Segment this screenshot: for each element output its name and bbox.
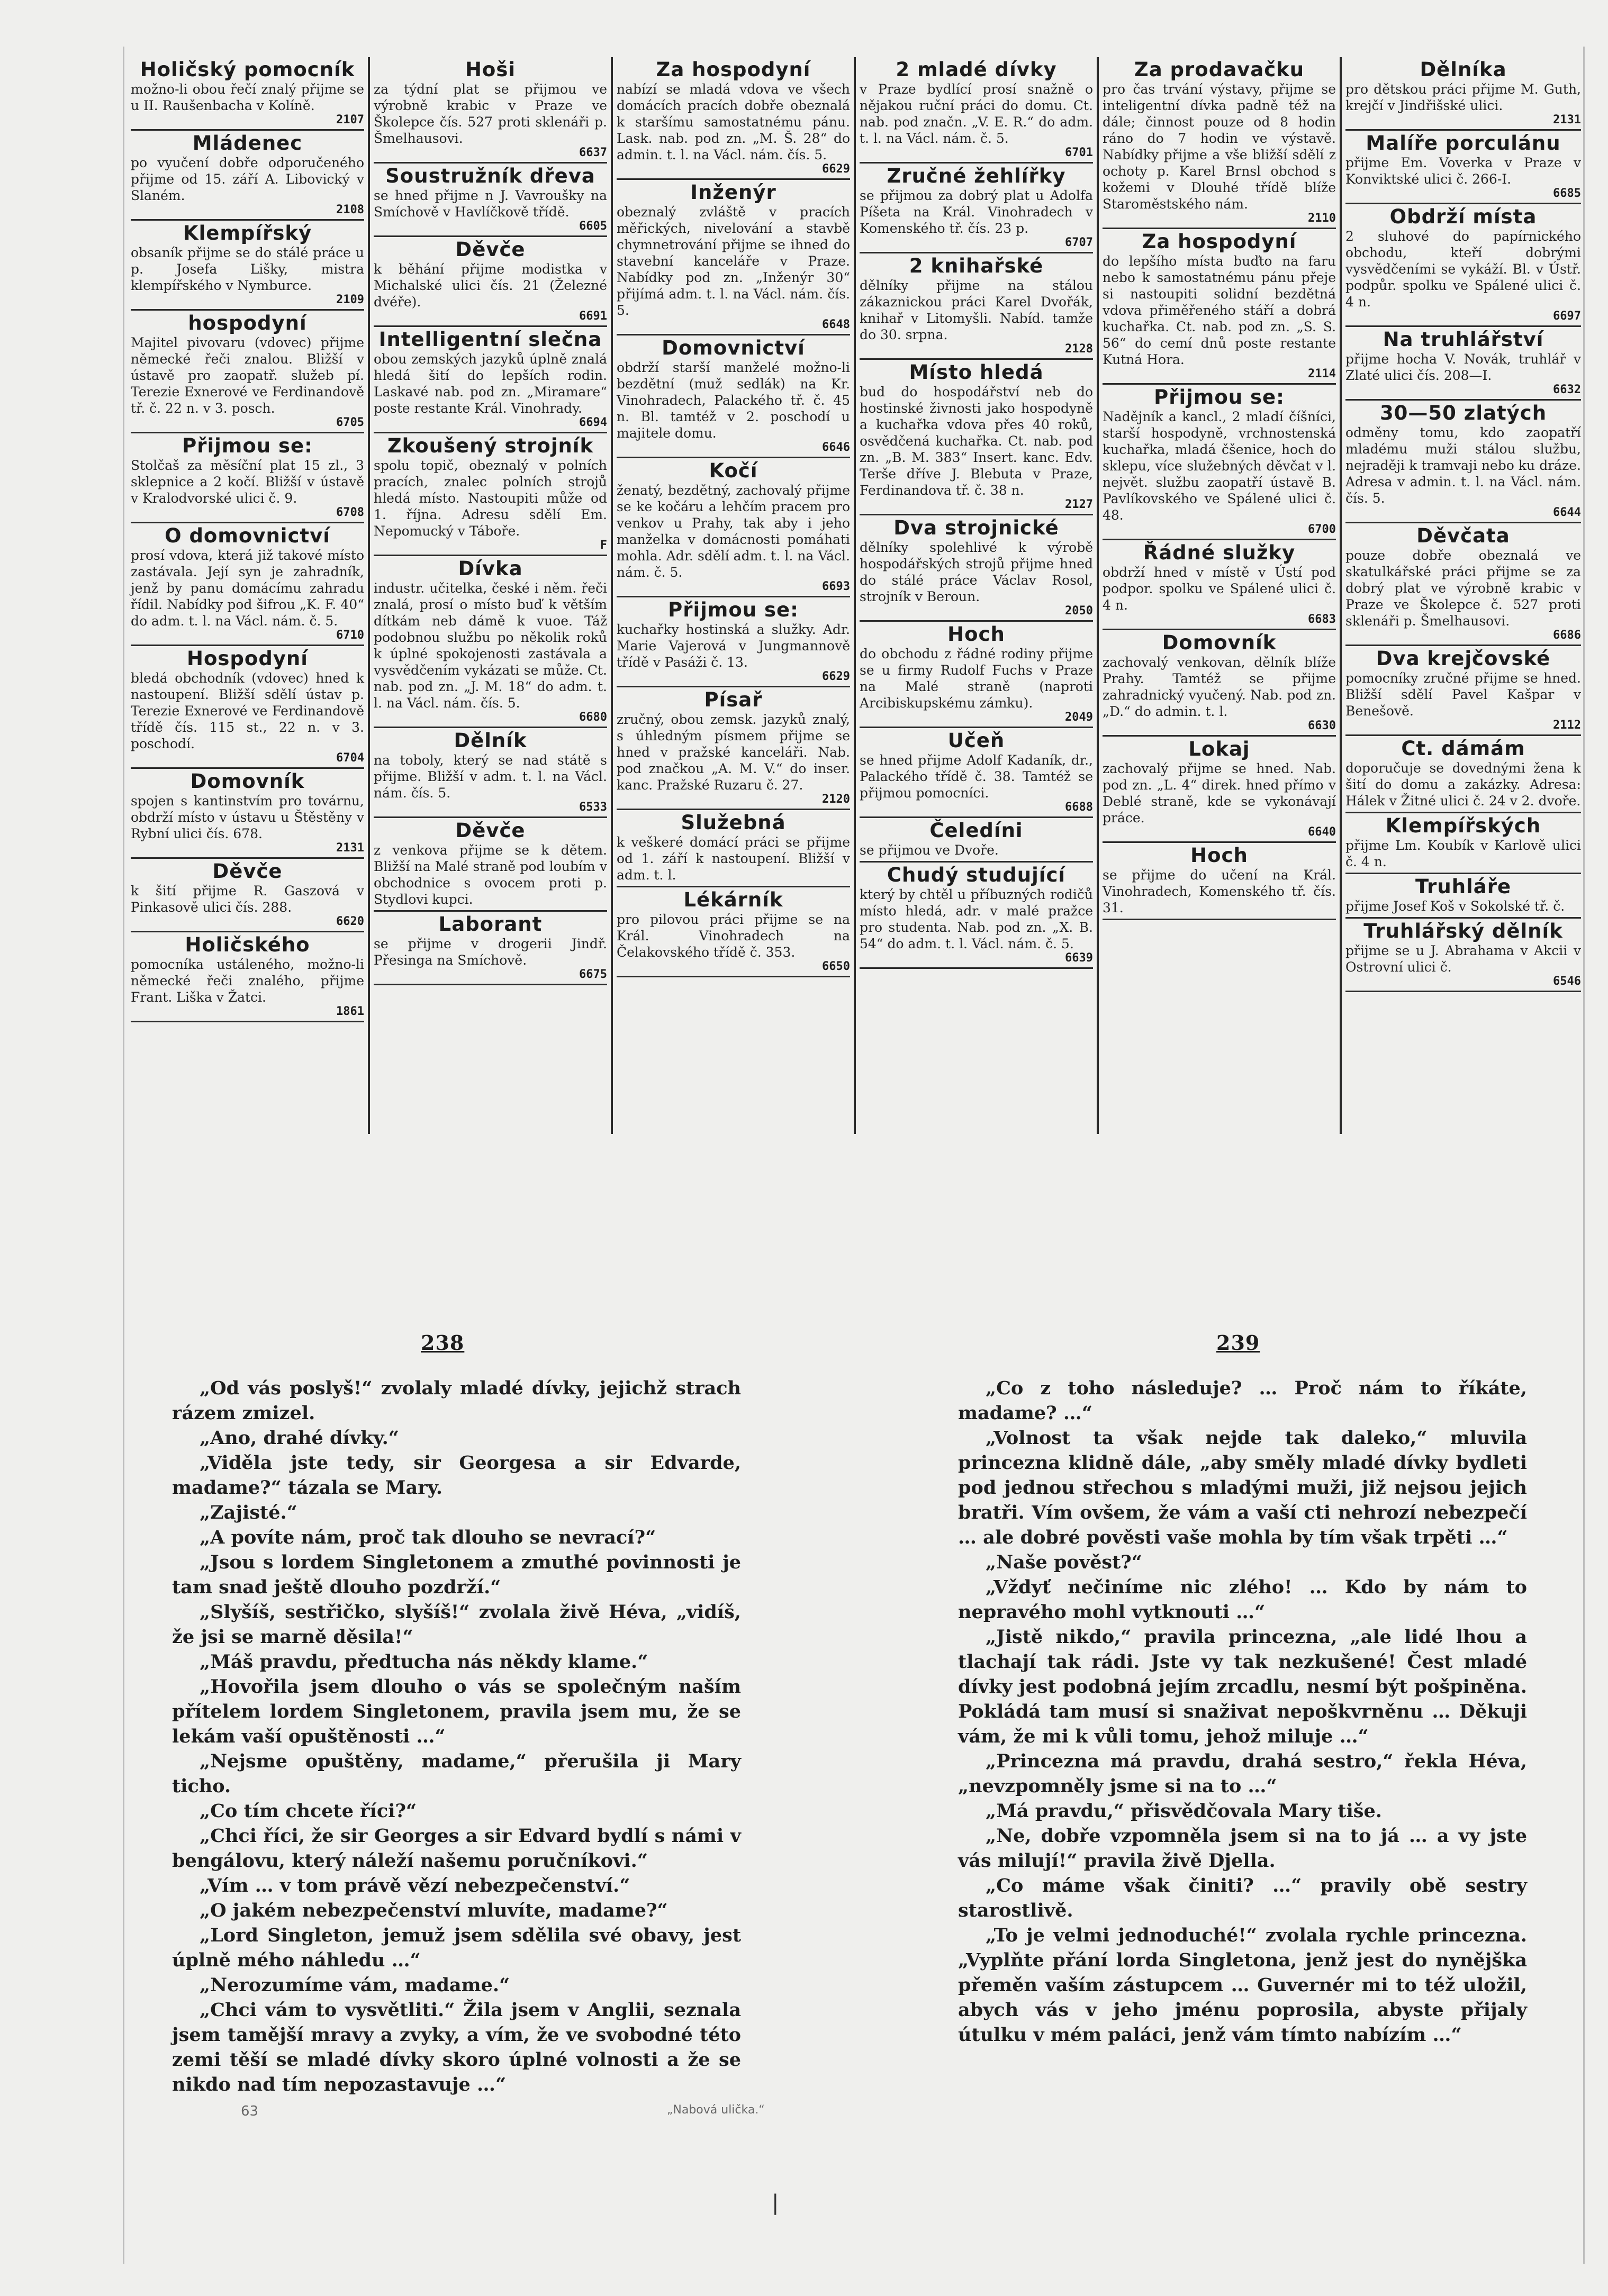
classified-ad — [1345, 919, 1581, 992]
ad-code: 6707 — [1065, 236, 1093, 249]
ad-heading: Dva strojnické — [893, 516, 1059, 539]
ad-code: 6630 — [1308, 719, 1336, 732]
ad-heading: 2 knihařské — [909, 255, 1044, 277]
classified-ad — [617, 887, 850, 977]
ad-heading: Domovnictví — [662, 337, 805, 359]
classified-ad — [1103, 630, 1336, 737]
ad-body: se hned přijme n J. Vavroušky na Smíchově v Havlíčkově třídě. — [374, 188, 607, 220]
ad-heading: Lékárník — [683, 888, 783, 911]
ad-heading: Dva krejčovské — [1376, 647, 1551, 670]
ad-heading: Přijmou se: — [1154, 386, 1285, 409]
novel-paragraph: „Vždyť nečiníme nic zlého! … Kdo by nám to nepravého mohl vytknouti …“ — [958, 1576, 1527, 1623]
classified-ad — [131, 57, 364, 131]
ad-body: pro pilovou práci přijme se na Král. Vinohradech na Čelakovského třídě č. 353. — [617, 912, 850, 960]
ad-code: 6644 — [1553, 506, 1581, 519]
ad-heading: Holičského — [185, 933, 310, 956]
classified-ad — [374, 433, 607, 556]
ad-code: 2114 — [1308, 367, 1336, 380]
novel-paragraph: „Od vás poslyš!“ zvolaly mladé dívky, jejichž strach rázem zmizel. — [172, 1377, 741, 1424]
ad-body: nabízí se mladá vdova ve všech domácích pracích dobře obeznalá k staršímu samostatnému pánu. Lask. nab. pod zn. „M. Š. 28“ do admin. t. l. na Václ. nám. čís. 5. — [617, 81, 850, 162]
ad-code: 6694 — [579, 416, 607, 429]
novel-paragraph: „Zajisté.“ — [200, 1502, 297, 1523]
novel-paragraph: „Jsou s lordem Singletonem a zmuthé povinnosti je tam snad ještě dlouho pozdrží.“ — [172, 1551, 741, 1598]
classified-ad — [860, 622, 1093, 728]
classified-ad — [1345, 327, 1581, 401]
ad-body: pro dětskou práci přijme M. Guth, krejčí v Jindřišské ulici. — [1345, 81, 1581, 113]
ad-heading: Laborant — [438, 913, 543, 936]
ad-code: 2131 — [1553, 113, 1581, 126]
ad-body: zachovalý venkovan, dělník blíže Prahy. Tamtéž se přijme zahradnický vyučený. Nab. pod zn. „D.“ do admin. t. l. — [1103, 655, 1336, 719]
ad-body: k šití přijme R. Gaszová v Pinkasově ulici čís. 288. — [131, 883, 364, 915]
classified-ad — [131, 221, 364, 311]
ad-code: 2107 — [336, 113, 364, 126]
novel-paragraph: „Co z toho následuje? … Proč nám to říkáte, madame? …“ — [958, 1377, 1527, 1424]
ad-code: 6683 — [1308, 613, 1336, 626]
novel-paragraph: „O jakém nebezpečenství mluvíte, madame?“ — [200, 1900, 668, 1921]
classified-ad — [131, 311, 364, 433]
ad-column — [127, 57, 370, 1134]
ad-body: Nadějník a kancl., 2 mladí číšníci, starší hospodyně, vrchnostenská kuchařka, mladá čšenice, hoch do sklepu, více služebných děvčat v l. největ. službu zaopatří ústavě B. Pavlíkovského ve Spálené ulici č. 48. — [1103, 409, 1336, 523]
ad-code: 6648 — [822, 318, 850, 331]
classified-ad — [131, 131, 364, 221]
ad-body: doporučuje se dovednými žena k šití do domu a zakázky. Adresa: Hálek v Žitné ulici č. 24 v 2. dvoře. — [1345, 760, 1581, 809]
novel-paragraph: „Má pravdu,“ přisvědčovala Mary tiše. — [986, 1800, 1382, 1822]
novel-paragraph: „Chci vám to vysvětliti.“ Žila jsem v Anglii, seznala jsem tamější mravy a zvyky, a vím, že ve svobodné této zemi těší se mladé dívky skoro úplné volnosti a že se nikdo nad tím nepozastavuje …“ — [172, 1999, 741, 2095]
novel-right-column — [958, 1376, 1527, 2046]
ad-body: bud do hospodářství neb do hostinské živnosti jako hospodyně a kuchařka vdova přes 40 roků, osvědčená kuchařka. Ct. nab. pod zn. „B. M. 383“ Insert. kanc. Edv. Terše dříve J. Blebuta v Praze, Ferdinandova tř. č. 38 n. — [860, 384, 1093, 498]
left-footer-small-note: „Nabová ulička.“ — [667, 2103, 765, 2117]
classified-ad — [374, 912, 607, 985]
ad-heading: Dělník — [454, 729, 527, 752]
ad-body: pomocníka ustáleného, možno-li německé řeči znalého, přijme Frant. Liška v Žatci. — [131, 957, 364, 1005]
classified-ad — [131, 433, 364, 523]
ad-code: 6629 — [822, 162, 850, 176]
ad-body: který by chtěl u příbuzných rodičů místo hledá, adr. v malé pražce pro studenta. Nab. pod zn. „X. B. 54“ do adm. t. l. Václ. nám. č. 5. — [860, 887, 1093, 951]
ad-code: 2049 — [1065, 711, 1093, 724]
novel-paragraph: „Naše pověst?“ — [986, 1551, 1142, 1573]
ad-code: 6632 — [1553, 383, 1581, 396]
ad-code: 6629 — [822, 670, 850, 683]
classified-ad — [617, 810, 850, 887]
ad-code: 6708 — [336, 506, 364, 519]
classified-ad — [617, 458, 850, 597]
ad-body: za týdní plat se přijmou ve výrobně krabic v Praze ve Školepce čís. 527 proti sklenáři p. Šmelhausovi. — [374, 81, 607, 146]
classified-ad — [131, 932, 364, 1022]
ad-code: 6650 — [822, 960, 850, 973]
ad-heading: Domovník — [1162, 631, 1277, 654]
classified-ad — [1345, 874, 1581, 919]
classified-ad — [1345, 813, 1581, 874]
classified-ad — [617, 687, 850, 810]
ad-heading: hospodyní — [188, 312, 307, 334]
ad-heading: O domovnictví — [165, 524, 330, 547]
ad-body: se přijmou za dobrý plat u Adolfa Píšeta na Král. Vinohradech v Komenského tř. čís. 23 p. — [860, 188, 1093, 236]
classified-ad — [374, 57, 607, 164]
ad-heading: 30—50 zlatých — [1379, 402, 1547, 424]
classified-ads-section — [127, 57, 1585, 1134]
ad-heading: Hospodyní — [187, 647, 308, 670]
ad-code: 6546 — [1553, 975, 1581, 988]
classified-ad — [617, 335, 850, 458]
classified-ad — [374, 728, 607, 818]
ad-heading: Domovník — [190, 770, 305, 793]
ad-heading: Učeň — [947, 729, 1005, 752]
ad-body: možno-li obou řečí znalý přijme se u II. Raušenbacha v Kolíně. — [131, 81, 364, 113]
ad-code: 1861 — [336, 1005, 364, 1018]
ad-code: 6700 — [1308, 523, 1336, 536]
ad-body: spolu topič, obeznalý v polních pracích, znalec polních strojů hledá místo. Nastoupiti může od 1. října. Adresu sdělí Em. Nepomucký v Táboře. — [374, 458, 607, 539]
ad-code: 2131 — [336, 841, 364, 855]
classified-ad — [1103, 229, 1336, 385]
novel-paragraph: „Lord Singleton, jemuž jsem sdělila své obavy, jest úplně mého náhledu …“ — [172, 1925, 741, 1971]
ad-body: pro čas trvání výstavy, přijme se inteligentní dívka padně též na dále; činnost pouze od 8 hodin ráno do 7 hodin ve výstavě. Nabídky přijme a vše bližší sdělí z ochoty p. Karel Brnsl obchod s kožemi v Dlouhé třídě blíže Staroměstského nám. — [1103, 81, 1336, 212]
ad-heading: Za hospodyní — [1142, 230, 1297, 253]
ad-body: bledá obchodník (vdovec) hned k nastoupení. Bližší sdělí ústav p. Terezie Exnerové ve Ferdinandově třídě čís. 115 st., 22 n. v 3. poschodí. — [131, 670, 364, 751]
ad-heading: Děvče — [455, 238, 526, 261]
ad-heading: Truhláře — [1415, 875, 1512, 898]
ad-code: 6704 — [336, 751, 364, 765]
classified-ad — [860, 818, 1093, 863]
classified-ad — [131, 523, 364, 646]
ad-heading: Truhlářský dělník — [1363, 920, 1563, 942]
ad-column — [1099, 57, 1342, 1134]
classified-ad — [374, 237, 607, 327]
novel-paragraph: „Nejsme opuštěny, madame,“ přerušila ji Mary ticho. — [172, 1750, 741, 1797]
novel-paragraph: „Co máme však činiti? …“ pravily obě sestry starostlivě. — [958, 1875, 1527, 1921]
classified-ad — [617, 180, 850, 335]
classified-ad — [1345, 401, 1581, 523]
ad-code: 6640 — [1308, 825, 1336, 839]
ad-heading: Za prodavačku — [1134, 58, 1305, 81]
ad-heading: Písař — [704, 688, 763, 711]
ad-heading: Lokaj — [1188, 738, 1250, 760]
ad-code: 6705 — [336, 416, 364, 429]
ad-code: 6691 — [579, 310, 607, 323]
classified-ad — [860, 57, 1093, 164]
ad-body: prosí vdova, která již takové místo zastávala. Její syn je zahradník, jenž by panu domácímu zahradu řídil. Nabídky pod šifrou „K. F. 40“ do adm. t. l. na Václ. nám. č. 5. — [131, 548, 364, 629]
classified-ad — [374, 818, 607, 912]
ad-body: přijme Em. Voverka v Praze v Konviktské ulici č. 266-I. — [1345, 155, 1581, 187]
ad-heading: Zkoušený strojník — [387, 434, 594, 457]
ad-code: 6693 — [822, 580, 850, 593]
ad-code: 6637 — [579, 146, 607, 159]
ad-column — [1342, 57, 1585, 1134]
left-footer-mark: 63 — [241, 2103, 259, 2119]
ad-body: obeznalý zvláště v pracích měřických, nivelování a stavbě chymnetrování přijme se ihned do stavební kanceláře v Praze. Nabídky pod zn. „Inženýr 30“ přijímá adm. t. l. na Václ. nám. čís. 5. — [617, 204, 850, 318]
ad-body: Majitel pivovaru (vdovec) přijme německé řeči znalou. Bližší v ústavě pro zaopatř. služeb pí. Terezie Exnerové ve Ferdinandově tř. č. 22 n. v 3. posch. — [131, 335, 364, 416]
ad-column — [856, 57, 1099, 1134]
classified-ad — [1345, 646, 1581, 736]
classified-ad — [617, 597, 850, 687]
ad-body: do obchodu z řádné rodiny přijme se u firmy Rudolf Fuchs v Praze na Malé straně (naproti Arcibiskupskému zámku). — [860, 646, 1093, 711]
classified-ad — [860, 515, 1093, 622]
ad-heading: Děvčata — [1416, 524, 1510, 547]
ad-code: 6685 — [1553, 187, 1581, 200]
ad-body: se hned přijme Adolf Kadaník, dr., Palackého třídě č. 38. Tamtéž se přijmou pomocníci. — [860, 752, 1093, 801]
ad-column — [370, 57, 613, 1134]
ad-body: ženatý, bezdětný, zachovalý přijme se ke kočáru a lehčím pracem pro venkov u Prahy, tak aby i jeho manželka v domácnosti pomáhati mohla. Adr. sdělí adm. t. l. na Václ. nám. č. 5. — [617, 483, 850, 580]
novel-paragraph: „Jistě nikdo,“ pravila princezna, „ale lidé lhou a tlachají tak rádi. Jste vy tak nezkušené! Čest mladé dívky jest podobná jejím zrcadlu, nesmí být pošpiněna. Pokládá tam musí si snaživat nepoškvrněnu … Děkuji vám, že mi k vůli tomu, jehož miluje …“ — [958, 1626, 1527, 1747]
novel-paragraph: „Co tím chcete říci?“ — [200, 1800, 417, 1822]
ad-body: přijme hocha V. Novák, truhlář v Zlaté ulici čís. 208—I. — [1345, 351, 1581, 383]
ad-heading: Děvče — [212, 860, 283, 883]
classified-ad — [860, 253, 1093, 360]
ad-body: obou zemských jazyků úplně znalá hledá šití do lepších rodin. Laskavé nab. pod zn. „Miramare“ poste restante Král. Vinohrady. — [374, 351, 607, 416]
classified-ad — [374, 164, 607, 237]
classified-ad — [1345, 523, 1581, 646]
ad-body: obdrží hned v místě v Ústí pod podpor. spolku ve Spálené ulici č. 4 n. — [1103, 565, 1336, 613]
ad-heading: Čeledíni — [929, 819, 1023, 842]
ad-code: 6710 — [336, 629, 364, 642]
ad-code: 6533 — [579, 801, 607, 814]
ad-body: se přijme v drogerii Jindř. Přesinga na Smíchově. — [374, 936, 607, 968]
ad-heading: Soustružník dřeva — [385, 165, 595, 187]
classified-ad — [617, 57, 850, 180]
ad-code: 6646 — [822, 441, 850, 454]
ad-body: pouze dobře obeznalá ve skatulkářské práci přijme se za dobrý plat ve výrobně krabic v Praze ve Školepce č. 527 proti sklenáři p. Šmelhausovi. — [1345, 548, 1581, 629]
ad-heading: Inženýr — [690, 181, 776, 204]
ad-code: 6701 — [1065, 146, 1093, 159]
ad-body: pomocníky zručné přijme se hned. Bližší sdělí Pavel Kašpar v Benešově. — [1345, 670, 1581, 719]
ad-code: 2112 — [1553, 719, 1581, 732]
ad-body: odměny tomu, kdo zaopatří mladému muži stálou službu, nejraději k tramvaji nebo ku dráze. Adresa v admin. t. l. na Václ. nám. čís. 5. — [1345, 425, 1581, 506]
ad-heading: Za hospodyní — [656, 58, 811, 81]
novel-paragraph: „Viděla jste tedy, sir Georgesa a sir Edvarde, madame?“ tázala se Mary. — [172, 1452, 741, 1499]
ad-body: k veškeré domácí práci se přijme od 1. září k nastoupení. Bližší v adm. t. l. — [617, 834, 850, 883]
ad-body: kuchařky hostinská a služky. Adr. Marie Vajerová v Jungmannově třídě v Pasáži č. 13. — [617, 622, 850, 670]
ad-heading: Zručné žehlířky — [887, 165, 1066, 187]
ad-code: 6639 — [1065, 951, 1093, 965]
ad-body: po vyučení dobře odporučeného přijme od 15. září A. Libovický v Slaném. — [131, 155, 364, 203]
ad-heading: Ct. dámám — [1401, 737, 1525, 760]
ad-body: k běhání přijme modistka v Michalské ulici čís. 21 (Železné dvéře). — [374, 261, 607, 310]
novel-paragraph: „Máš pravdu, předtucha nás někdy klame.“ — [200, 1651, 648, 1673]
ad-body: dělníky přijme na stálou zákaznickou práci Karel Dvořák, knihař v Litomyšli. Nabíd. tamže do 30. srpna. — [860, 278, 1093, 342]
ad-heading: Na truhlářství — [1383, 328, 1544, 351]
classified-ad — [1345, 57, 1581, 131]
ad-code: 6605 — [579, 220, 607, 233]
classified-ad — [1103, 385, 1336, 540]
ad-heading: Místo hledá — [909, 361, 1044, 384]
ad-body: industr. učitelka, české i něm. řeči znalá, prosí o místo buď k větším dítkám neb dámě k vuoe. Táž podobnou službu po několik roků k úplné spokojenosti zastávala a vysvědčením vykázati se může. Ct. nab. pod zn. „J. M. 18“ do adm. t. l. na Václ. nám. čís. 5. — [374, 580, 607, 711]
ad-heading: Mládenec — [192, 132, 303, 155]
ad-code: 6680 — [579, 711, 607, 724]
ad-heading: Děvče — [455, 819, 526, 842]
ad-heading: Klempířský — [183, 222, 312, 244]
classified-ad — [1345, 204, 1581, 327]
ad-column — [613, 57, 856, 1134]
ad-body: na toboly, který se nad státě s přijme. Bližší v adm. t. l. na Václ. nám. čís. 5. — [374, 752, 607, 801]
ad-body: přijme se u J. Abrahama v Akcii v Ostrovní ulici č. — [1345, 943, 1581, 975]
ad-heading: Dělníka — [1420, 58, 1507, 81]
ad-code: 2108 — [336, 203, 364, 216]
ad-heading: Dívka — [458, 557, 523, 580]
classified-ad — [131, 646, 364, 769]
ad-code: 6675 — [579, 968, 607, 981]
ad-heading: Malíře porculánu — [1366, 132, 1561, 155]
classified-ad — [860, 728, 1093, 818]
novel-paragraph: „Ano, drahé dívky.“ — [200, 1427, 399, 1449]
ad-heading: Klempířských — [1385, 814, 1541, 837]
ad-heading: Řádné služky — [1143, 541, 1296, 564]
classified-ad — [131, 859, 364, 932]
novel-paragraph: „Hovořila jsem dlouho o vás se společným naším přítelem lordem Singletonem, pravila jsem mu, že se lekám vaší opuštěnosti …“ — [172, 1676, 741, 1747]
ad-body: obdrží starší manželé možno-li bezdětní (muž sedlák) na Kr. Vinohradech, Palackého tř. č. 45 n. Bl. tamtéž v 2. poschodí u majitele domu. — [617, 360, 850, 441]
ad-body: přijme Josef Koš v Sokolské tř. č. — [1345, 899, 1565, 914]
novel-paragraph: „Ne, dobře vzpomněla jsem si na to já … a vy jste vás milují!“ pravila živě Djella. — [958, 1825, 1527, 1872]
ad-code: 2127 — [1065, 498, 1093, 511]
ad-body: v Praze bydlící prosí snažně o nějakou ruční práci do domu. Ct. nab. pod značn. „V. E. R.“ do adm. t. l. na Václ. nám. č. 5. — [860, 81, 1093, 146]
bottom-mark: | — [772, 2191, 779, 2215]
ad-body: Stolčaš za měsíční plat 15 zl., 3 sklepnice a 2 kočí. Bližší v ústavě v Kralodvorské ulici č. 9. — [131, 458, 364, 506]
ad-heading: Hoch — [947, 623, 1005, 646]
ad-heading: Chudý studující — [887, 864, 1066, 886]
ad-heading: Kočí — [709, 459, 758, 482]
classified-ad — [1103, 57, 1336, 229]
ad-code: 2109 — [336, 293, 364, 306]
ad-code: 6688 — [1065, 801, 1093, 814]
ad-heading: Přijmou se: — [182, 434, 313, 457]
ad-body: 2 sluhové do papírnického obchodu, kteří dobrými vysvědčeními se vykáží. Bl. v Ústř. podpůr. spolku ve Spálené ulici č. 4 n. — [1345, 229, 1581, 310]
novel-paragraph: „To je velmi jednoduché!“ zvolala rychle princezna. „Vyplňte přání lorda Singletona, jenž jest do nynějška přeměn vaším zástupcem … Guvernér mi to též uložil, abych vás v jeho jménu poprosila, abyste přijaly útulku v mém paláci, jenž vám tímto nabízím …“ — [958, 1925, 1527, 2046]
novel-paragraph: „Princezna má pravdu, drahá sestro,“ řekla Héva, „nevzpomněly jsme si na to …“ — [958, 1750, 1527, 1797]
classified-ad — [1103, 737, 1336, 843]
ad-body: dělníky spolehlivé k výrobě hospodářských strojů přijme hned do stálé práce Václav Rosol, strojník v Beroun. — [860, 540, 1093, 604]
ad-code: 2110 — [1308, 212, 1336, 225]
classified-ad — [131, 769, 364, 859]
novel-paragraph: „Slyšíš, sestřičko, slyšíš!“ zvolala živě Héva, „vidíš, že jsi se marně děsila!“ — [172, 1601, 741, 1648]
right-page-number: 239 — [1216, 1331, 1260, 1355]
ad-code: 2050 — [1065, 604, 1093, 618]
classified-ad — [1103, 540, 1336, 630]
ad-code: 2128 — [1065, 342, 1093, 356]
novel-paragraph: „A povíte nám, proč tak dlouho se nevrací?“ — [200, 1527, 656, 1548]
novel-paragraph: „Chci říci, že sir Georges a sir Edvard bydlí s námi v bengálovu, který náleží našemu poručníkovi.“ — [172, 1825, 741, 1872]
ad-heading: Hoši — [465, 58, 516, 81]
ad-code: 6686 — [1553, 629, 1581, 642]
ad-body: se přijmou ve Dvoře. — [860, 842, 999, 858]
novel-paragraph: „Volnost ta však nejde tak daleko,“ mluvila princezna klidně dále, „aby směly mladé dívky bydleti pod jednou střechou s mladými muži, již nejsou jejich bratři. Vím ovšem, že vám a vaší cti nehrozí nebezpečí … ale dobré pověsti vaše mohla by tím však trpěti …“ — [958, 1427, 1527, 1548]
ad-code: 6620 — [336, 915, 364, 928]
ad-body: se přijme do učení na Král. Vinohradech, Komenského tř. čís. 31. — [1103, 867, 1336, 915]
ad-heading: Obdrží místa — [1389, 205, 1537, 228]
ad-code: F — [600, 539, 607, 552]
classified-ad — [1345, 131, 1581, 204]
ad-heading: Intelligentní slečna — [378, 328, 602, 351]
ad-code: 6697 — [1553, 310, 1581, 323]
classified-ad — [1103, 843, 1336, 920]
ad-body: zručný, obou zemsk. jazyků znalý, s úhledným písmem přijme se hned v pražské kanceláři. Nab. pod značkou „A. M. V.“ do inser. kanc. Pražské Ruzaru č. 27. — [617, 712, 850, 793]
ad-body: zachovalý přijme se hned. Nab. pod zn. „L. 4“ direk. hned přímo v Deblé straně, kde se vykonávají práce. — [1103, 761, 1336, 825]
novel-paragraph: „Vím … v tom právě vězí nebezpečenství.“ — [200, 1875, 630, 1896]
ad-body: přijme Lm. Koubík v Karlově ulici č. 4 n. — [1345, 838, 1581, 869]
ad-body: obsaník přijme se do stálé práce u p. Josefa Lišky, mistra klempířského v Nymburce. — [131, 245, 364, 293]
ad-code: 2120 — [822, 793, 850, 806]
left-page-number: 238 — [421, 1331, 465, 1355]
ad-heading: 2 mladé dívky — [896, 58, 1057, 81]
ad-heading: Přijmou se: — [668, 598, 799, 621]
novel-paragraph: „Nerozumíme vám, madame.“ — [200, 1974, 510, 1996]
ad-heading: Hoch — [1190, 844, 1248, 867]
classified-ad — [374, 327, 607, 433]
ad-heading: Služebná — [681, 811, 786, 834]
classified-ad — [860, 360, 1093, 515]
classified-ad — [860, 164, 1093, 253]
novel-left-column — [172, 1376, 741, 2106]
classified-ad — [1345, 736, 1581, 813]
ad-body: z venkova přijme se k dětem. Bližší na Malé straně pod loubím v obchodnice s ovocem proti p. Stydlovi kupci. — [374, 842, 607, 907]
ad-body: spojen s kantinstvím pro továrnu, obdrží místo v ústavu u Štěstěny v Rybní ulici čís. 678. — [131, 793, 364, 841]
ad-heading: Holičský pomocník — [140, 58, 355, 81]
classified-ad — [374, 556, 607, 728]
ad-body: do lepšího místa buďto na faru nebo k samostatnému pánu přeje si nastoupiti solidní bezdětná vdova přiměřeného stáří a dobrá kuchařka. Ct. nab. pod zn. „S. S. 56“ do cemí dnů poste restante Kutná Hora. — [1103, 253, 1336, 367]
classified-ad — [860, 863, 1093, 969]
